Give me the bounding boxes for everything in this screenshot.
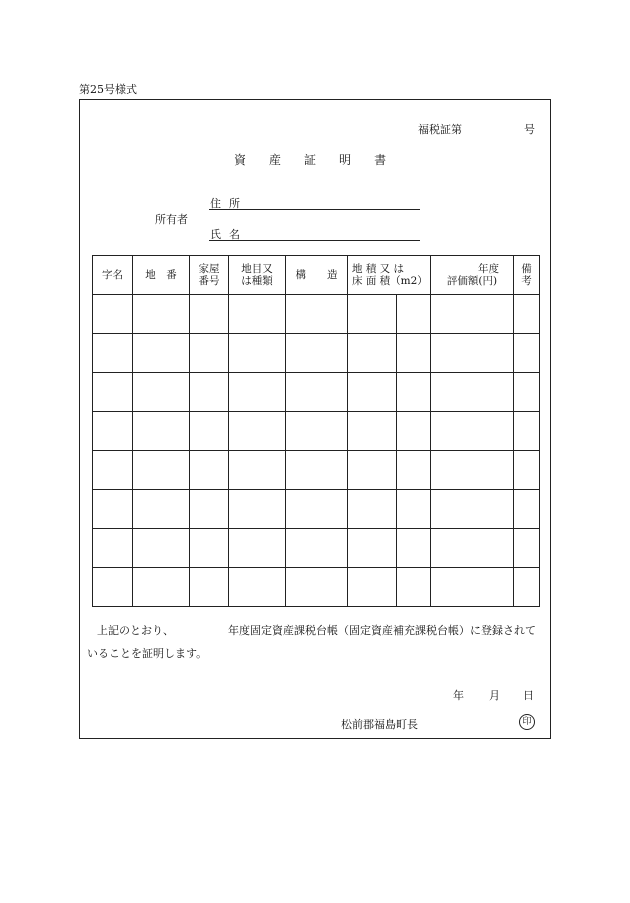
table-row bbox=[93, 568, 540, 607]
table-cell[interactable] bbox=[190, 451, 229, 490]
table-cell[interactable] bbox=[133, 412, 190, 451]
table-cell[interactable] bbox=[93, 529, 133, 568]
table-cell[interactable] bbox=[397, 490, 431, 529]
table-cell[interactable] bbox=[397, 451, 431, 490]
table-cell[interactable] bbox=[286, 568, 348, 607]
date-year-label: 年 bbox=[453, 689, 464, 702]
table-cell[interactable] bbox=[348, 334, 397, 373]
statement-text: 上記のとおり、 bbox=[97, 624, 174, 637]
table-cell[interactable] bbox=[229, 334, 286, 373]
table-cell[interactable] bbox=[348, 295, 397, 334]
table-cell[interactable] bbox=[229, 490, 286, 529]
header-kaoku: 家屋 番号 bbox=[190, 256, 229, 295]
table-cell[interactable] bbox=[431, 568, 514, 607]
table-cell[interactable] bbox=[133, 490, 190, 529]
table-cell[interactable] bbox=[190, 412, 229, 451]
table-row bbox=[93, 451, 540, 490]
table-cell[interactable] bbox=[133, 373, 190, 412]
table-cell[interactable] bbox=[514, 412, 540, 451]
table-cell[interactable] bbox=[133, 295, 190, 334]
table-cell[interactable] bbox=[514, 295, 540, 334]
owner-label: 所有者 bbox=[155, 213, 188, 226]
form-number: 第25号様式 bbox=[79, 83, 137, 96]
table-cell[interactable] bbox=[431, 295, 514, 334]
table-cell[interactable] bbox=[190, 529, 229, 568]
table-cell[interactable] bbox=[93, 373, 133, 412]
issuer-name: 松前郡福島町長 bbox=[341, 718, 418, 731]
table-cell[interactable] bbox=[93, 334, 133, 373]
table-cell[interactable] bbox=[93, 295, 133, 334]
table-cell[interactable] bbox=[93, 568, 133, 607]
table-cell[interactable] bbox=[397, 295, 431, 334]
table-cell[interactable] bbox=[93, 451, 133, 490]
seal-mark: 印 bbox=[519, 714, 535, 730]
table-row bbox=[93, 412, 540, 451]
table-cell[interactable] bbox=[431, 373, 514, 412]
table-cell[interactable] bbox=[133, 568, 190, 607]
table-cell[interactable] bbox=[133, 529, 190, 568]
date-day-label: 日 bbox=[523, 689, 534, 702]
table-cell[interactable] bbox=[190, 490, 229, 529]
table-cell[interactable] bbox=[514, 373, 540, 412]
title-char: 明 bbox=[339, 153, 352, 167]
table-cell[interactable] bbox=[397, 412, 431, 451]
table-row bbox=[93, 295, 540, 334]
table-cell[interactable] bbox=[286, 412, 348, 451]
table-cell[interactable] bbox=[133, 334, 190, 373]
table-cell[interactable] bbox=[514, 529, 540, 568]
address-label: 住所 bbox=[210, 197, 248, 210]
table-cell[interactable] bbox=[514, 568, 540, 607]
title-char: 資 bbox=[234, 153, 247, 167]
title-char: 書 bbox=[374, 153, 387, 167]
header-kozo: 構 造 bbox=[286, 256, 348, 295]
table-cell[interactable] bbox=[286, 295, 348, 334]
table-cell[interactable] bbox=[229, 373, 286, 412]
table-cell[interactable] bbox=[514, 490, 540, 529]
table-cell[interactable] bbox=[348, 412, 397, 451]
table-row bbox=[93, 490, 540, 529]
table-cell[interactable] bbox=[190, 568, 229, 607]
certificate-number-suffix: 号 bbox=[524, 123, 535, 136]
statement-text: 年度固定資産課税台帳（固定資産補充課税台帳）に登録されて bbox=[228, 624, 536, 637]
table-cell[interactable] bbox=[431, 490, 514, 529]
table-cell[interactable] bbox=[93, 490, 133, 529]
title-char: 産 bbox=[269, 153, 282, 167]
date-month-label: 月 bbox=[489, 689, 500, 702]
table-cell[interactable] bbox=[397, 529, 431, 568]
table-cell[interactable] bbox=[190, 373, 229, 412]
table-cell[interactable] bbox=[431, 529, 514, 568]
table-cell[interactable] bbox=[397, 334, 431, 373]
table-cell[interactable] bbox=[190, 334, 229, 373]
header-aza: 字名 bbox=[93, 256, 133, 295]
table-cell[interactable] bbox=[348, 490, 397, 529]
table-cell[interactable] bbox=[229, 412, 286, 451]
table-cell[interactable] bbox=[286, 373, 348, 412]
name-field[interactable] bbox=[209, 240, 420, 241]
table-cell[interactable] bbox=[229, 568, 286, 607]
certificate-number-label: 福税証第 bbox=[418, 123, 462, 136]
table-cell[interactable] bbox=[229, 451, 286, 490]
table-cell[interactable] bbox=[348, 451, 397, 490]
table-cell[interactable] bbox=[286, 451, 348, 490]
property-table bbox=[92, 255, 540, 607]
table-cell[interactable] bbox=[514, 334, 540, 373]
table-row bbox=[93, 529, 540, 568]
table-cell[interactable] bbox=[431, 412, 514, 451]
table-cell[interactable] bbox=[229, 529, 286, 568]
table-cell[interactable] bbox=[93, 412, 133, 451]
table-cell[interactable] bbox=[431, 451, 514, 490]
table-header-row bbox=[93, 256, 540, 295]
address-field[interactable] bbox=[209, 209, 420, 210]
header-area: 地 積 又 は 床 面 積（m2） bbox=[348, 256, 431, 295]
table-cell[interactable] bbox=[348, 568, 397, 607]
header-biko: 備 考 bbox=[514, 256, 540, 295]
table-cell[interactable] bbox=[397, 568, 431, 607]
table-cell[interactable] bbox=[348, 373, 397, 412]
table-cell[interactable] bbox=[286, 490, 348, 529]
title-char: 証 bbox=[304, 153, 317, 167]
table-row bbox=[93, 334, 540, 373]
table-cell[interactable] bbox=[431, 334, 514, 373]
table-cell[interactable] bbox=[229, 295, 286, 334]
table-cell[interactable] bbox=[133, 451, 190, 490]
table-cell[interactable] bbox=[286, 529, 348, 568]
header-chiban: 地 番 bbox=[133, 256, 190, 295]
table-cell[interactable] bbox=[514, 451, 540, 490]
name-label: 氏名 bbox=[210, 228, 248, 241]
header-value: 年度 評価額(円) bbox=[431, 256, 514, 295]
table-cell[interactable] bbox=[190, 295, 229, 334]
table-cell[interactable] bbox=[397, 373, 431, 412]
header-chimoku: 地目又 は種類 bbox=[229, 256, 286, 295]
statement-text: いることを証明します。 bbox=[87, 647, 208, 660]
table-cell[interactable] bbox=[348, 529, 397, 568]
document-title bbox=[234, 151, 409, 168]
table-cell[interactable] bbox=[286, 334, 348, 373]
table-row bbox=[93, 373, 540, 412]
